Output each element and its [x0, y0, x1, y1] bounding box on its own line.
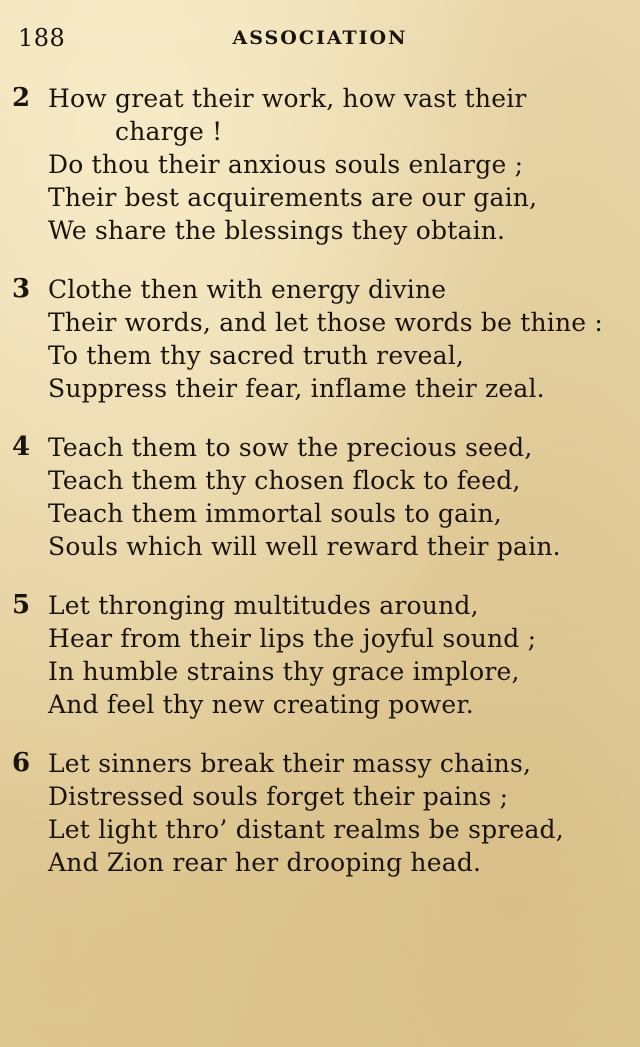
- verse-line: Their words, and let those words be thine :: [48, 308, 604, 337]
- verse-line: Teach them thy chosen flock to feed,: [48, 466, 521, 495]
- stanza-6: [0, 747, 640, 879]
- page-header: [16, 24, 624, 54]
- verse-number: 6: [12, 748, 31, 778]
- verse-line: Let thronging multitudes around,: [48, 591, 479, 620]
- hymn-text: [0, 82, 640, 905]
- running-head: ASSOCIATION: [232, 27, 408, 49]
- verse-line: Let sinners break their massy chains,: [48, 749, 532, 778]
- verse-line: Clothe then with energy divine: [48, 275, 447, 304]
- verse-number: 5: [12, 590, 31, 620]
- verse-line: Hear from their lips the joyful sound ;: [48, 624, 537, 653]
- verse-line: We share the blessings they obtain.: [48, 216, 506, 245]
- verse-number: 3: [12, 274, 31, 304]
- verse-line: To them thy sacred truth reveal,: [48, 341, 465, 370]
- verse-line: Teach them to sow the precious seed,: [48, 433, 533, 462]
- stanza-3: [0, 273, 640, 405]
- verse-number: 4: [12, 432, 31, 462]
- verse-number: 2: [12, 83, 31, 113]
- stanza-2: [0, 82, 640, 247]
- page-number: 188: [18, 24, 66, 52]
- verse-line: Let light thro’ distant realms be spread,: [48, 815, 564, 844]
- verse-line-turnover: charge !: [115, 117, 223, 146]
- verse-line: And feel thy new creating power.: [48, 690, 474, 719]
- verse-line: In humble strains thy grace implore,: [48, 657, 520, 686]
- verse-line: And Zion rear her drooping head.: [48, 848, 482, 877]
- verse-line: Suppress their fear, inflame their zeal.: [48, 374, 545, 403]
- verse-line: How great their work, how vast their: [48, 84, 527, 113]
- verse-line: Their best acquirements are our gain,: [48, 183, 538, 212]
- verse-line: Teach them immortal souls to gain,: [48, 499, 502, 528]
- verse-line: Do thou their anxious souls enlarge ;: [48, 150, 524, 179]
- verse-line: Distressed souls forget their pains ;: [48, 782, 509, 811]
- stanza-4: [0, 431, 640, 563]
- verse-line: Souls which will well reward their pain.: [48, 532, 561, 561]
- stanza-5: [0, 589, 640, 721]
